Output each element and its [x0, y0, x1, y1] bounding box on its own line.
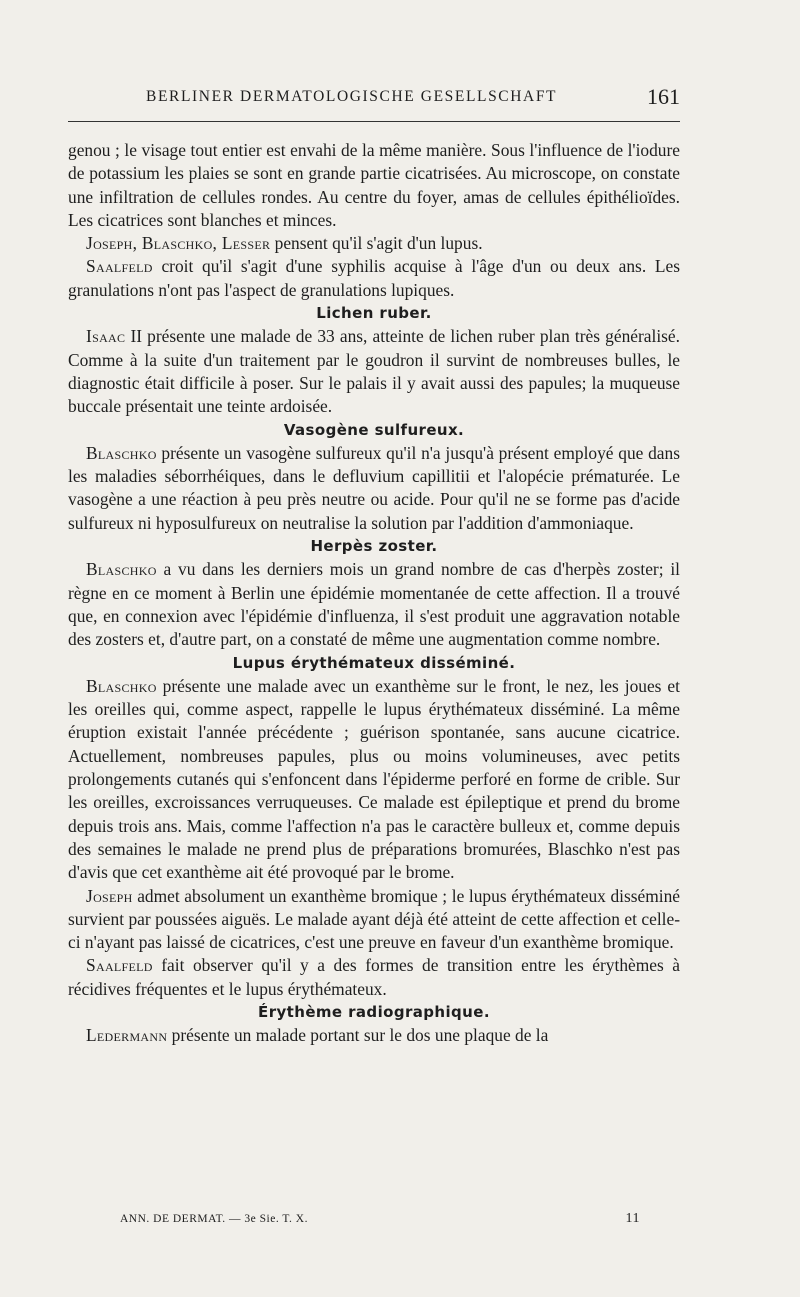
author-name: Saalfeld: [86, 955, 153, 976]
paragraph: [68, 558, 680, 651]
paragraph-text: croit qu'il s'agit d'une syphilis acquise à l'âge d'un ou deux ans. Les granulations n'ont pas l'aspect de granulations lupiques.: [68, 256, 680, 300]
paragraph: [68, 232, 680, 255]
paragraph: [68, 325, 680, 418]
paragraph: [68, 954, 680, 1001]
author-name: Joseph, Blaschko, Lesser: [86, 233, 271, 254]
paragraph: [68, 442, 680, 535]
body-text: [68, 139, 680, 1048]
running-head: [68, 84, 680, 112]
paragraph: [68, 885, 680, 955]
page-footer: [120, 1211, 640, 1231]
paragraph-text: présente un vasogène sulfureux qu'il n'a jusqu'à présent employé que dans les maladies séborrhéiques, dans le defluvium capillitii et l'alopécie prématurée. Le vasogène a une réaction à peu près neutre ou acide. Pour qu'il ne se forme pas d'acide sulfureux ni hyposulfureux on neutralise la solution par l'addition d'ammoniaque.: [68, 442, 680, 533]
paragraph-text: présente une malade avec un exanthème sur le front, le nez, les joues et les oreilles qui, comme aspect, rappelle le lupus érythémateux disséminé. La même éruption existait l'année précédente ; guérison spontanée, sans aucune cicatrice. Actuellement, nombreuses papules, plus ou moins volumineuses, avec petits prolongements cutanés qui s'enfoncent dans l'épiderme perforé en forme de crible. Sur les oreilles, excroissances verruqueuses. Ce malade est épileptique et prend du brome depuis trois ans. Mais, comme l'affection n'a pas le caractère bulleux et, comme depuis des semaines le malade ne prend plus de préparations bromurées, Blaschko n'est pas d'avis que cet exanthème ait été provoqué par le brome.: [68, 675, 680, 883]
section-heading: Vasogène sulfureux.: [283, 420, 465, 439]
section-heading: Lichen ruber.: [316, 304, 432, 323]
journal-signature: ANN. DE DERMAT. — 3e Sie. T. X.: [120, 1213, 308, 1225]
author-name: Blaschko: [86, 675, 157, 696]
author-name: Saalfeld: [86, 256, 153, 277]
paragraph-text: pensent qu'il s'agit d'un lupus.: [270, 233, 483, 254]
author-name: Blaschko: [86, 442, 157, 463]
paragraph-text: admet absolument un exanthème bromique ; le lupus érythémateux disséminé survient par poussées aiguës. Le malade ayant déjà été atteint de cette affection et celle-ci n'ayant pas laissé de cicatrices, c'est une preuve en faveur d'un exanthème bromique.: [68, 885, 680, 953]
paragraph: [68, 255, 680, 302]
running-title: BERLINER DERMATOLOGISCHE GESELLSCHAFT: [146, 88, 558, 105]
author-name: Blaschko: [86, 559, 157, 580]
section-heading: Lupus érythémateux disséminé.: [232, 653, 516, 672]
author-name: Isaac: [86, 326, 126, 347]
section-heading: Érythème radiographique.: [258, 1002, 490, 1021]
paragraph: [68, 675, 680, 885]
paragraph-text: II présente une malade de 33 ans, atteinte de lichen ruber plan très généralisé. Comme à la suite d'un traitement par le goudron il survint de nombreuses bulles, le diagnostic était difficile à poser. Sur le palais il y avait aussi des papules; la muqueuse buccale présentait une teinte ardoisée.: [68, 326, 680, 417]
paragraph-text: fait observer qu'il y a des formes de transition entre les érythèmes à récidives fréquentes et le lupus érythémateux.: [68, 955, 680, 999]
author-name: Ledermann: [86, 1025, 168, 1046]
paragraph-text: présente un malade portant sur le dos une plaque de la: [167, 1025, 549, 1046]
page-number: 161: [647, 84, 680, 109]
section-heading: Herpès zoster.: [310, 537, 438, 556]
header-rule: [68, 121, 680, 122]
sheet-signature: 11: [625, 1211, 640, 1226]
author-name: Joseph: [86, 885, 133, 906]
paragraph-text: a vu dans les derniers mois un grand nombre de cas d'herpès zoster; il règne en ce moment à Berlin une épidémie momentanée de cette affection. Il a trouvé que, en connexion avec l'épidémie d'influenza, il s'est produit une aggravation notable des zosters et, d'autre part, on a constaté de même une augmentation comme nombre.: [68, 559, 680, 650]
paragraph: genou ; le visage tout entier est envahi de la même manière. Sous l'influence de l'iodure de potassium les plaies se sont en grande partie cicatrisées. Au microscope, on constate une infiltration de cellules rondes. Au centre du foyer, amas de cellules épithélioïdes. Les cicatrices sont blanches et minces.: [68, 140, 680, 230]
paragraph: [68, 1024, 680, 1047]
